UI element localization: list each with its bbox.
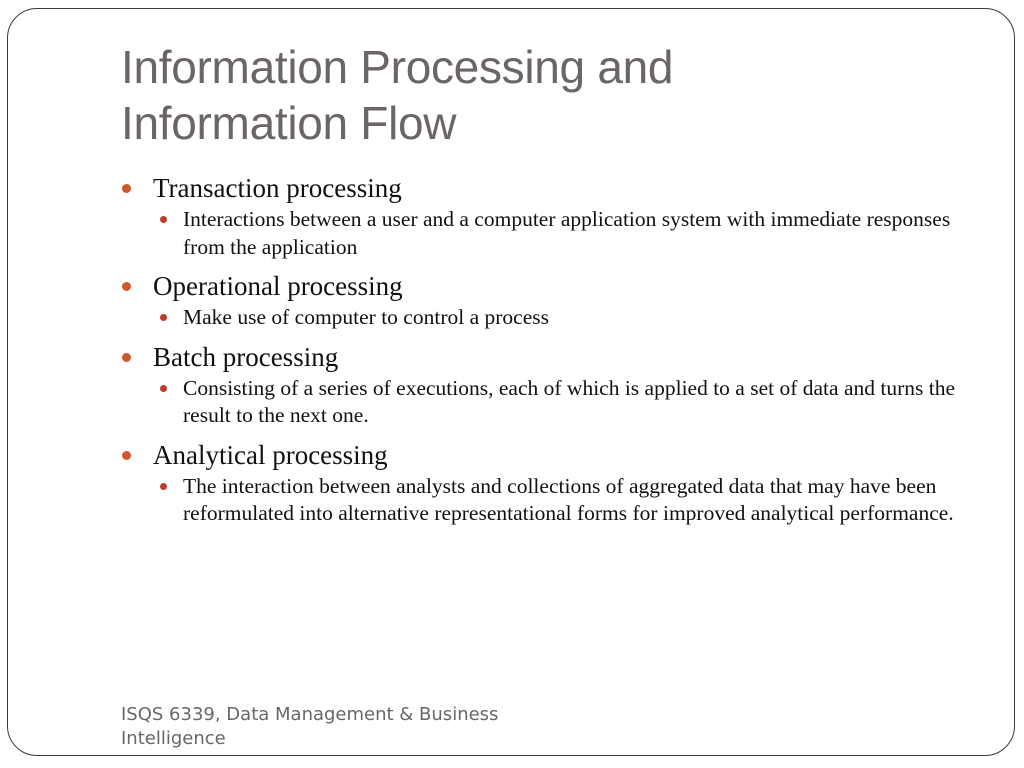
footer-line-2: Intelligence xyxy=(121,728,226,749)
sub-bullet-batch-detail xyxy=(159,375,981,430)
sub-bullet-text: Consisting of a series of executions, each of which is applied to a set of data and turns the result to the next one. xyxy=(183,375,956,427)
bullet-batch-processing xyxy=(121,340,981,374)
bullet-heading: Transaction processing xyxy=(153,173,402,203)
bullet-dot-icon xyxy=(122,184,131,193)
sub-bullet-text: Make use of computer to control a process xyxy=(183,305,549,329)
footer-line-1: ISQS 6339, Data Management & Business xyxy=(121,704,499,725)
slide-footer xyxy=(121,703,581,751)
slide-frame xyxy=(7,8,1015,756)
bullet-heading: Operational processing xyxy=(153,271,403,301)
bullet-dot-icon xyxy=(122,353,131,362)
bullet-transaction-processing xyxy=(121,171,981,205)
bullet-dot-icon xyxy=(122,451,131,460)
bullet-dot-icon xyxy=(122,282,131,291)
sub-bullet-text: The interaction between analysts and collections of aggregated data that may have been reformulated into alternative representational forms for improved analytical performance. xyxy=(183,473,954,525)
sub-bullet-transaction-detail xyxy=(159,206,981,261)
bullet-analytical-processing xyxy=(121,438,981,472)
sub-bullet-dot-icon xyxy=(160,385,167,392)
sub-bullet-dot-icon xyxy=(160,216,167,223)
slide-title xyxy=(121,39,941,151)
title-line-1: Information Processing and xyxy=(121,41,674,93)
bullet-operational-processing xyxy=(121,269,981,303)
bullet-list xyxy=(121,171,981,528)
sub-bullet-dot-icon xyxy=(160,483,167,490)
sub-bullet-operational-detail xyxy=(159,304,981,332)
sub-bullet-text: Interactions between a user and a computer application system with immediate responses from the application xyxy=(183,207,951,259)
sub-bullet-analytical-detail xyxy=(159,473,981,528)
bullet-heading: Analytical processing xyxy=(153,439,388,470)
bullet-heading: Batch processing xyxy=(153,341,339,372)
title-line-2: Information Flow xyxy=(121,97,457,149)
sub-bullet-dot-icon xyxy=(160,314,167,321)
